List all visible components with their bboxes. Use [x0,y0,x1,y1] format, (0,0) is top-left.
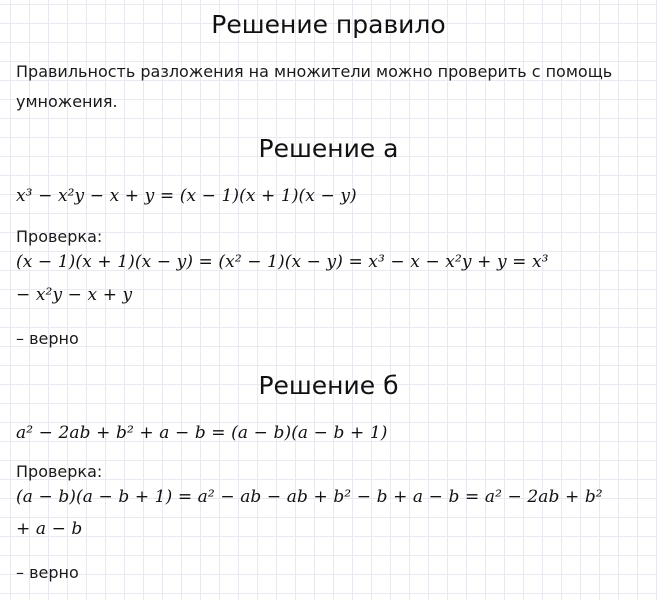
part-a-check-line-1: (x − 1)(x + 1)(x − y) = (x² − 1)(x − y) = x³ − x − x²y + y = x³ [16,252,549,272]
part-a-verdict: – верно [16,329,79,348]
part-b-formula: a² − 2ab + b² + a − b = (a − b)(a − b + 1) [16,423,388,443]
part-b-check-line-1: (a − b)(a − b + 1) = a² − ab − ab + b² − b + a − b = a² − 2ab + b² [16,487,603,507]
part-a-check-label: Проверка: [16,227,103,246]
part-a-check-line-2: − x²y − x + y [16,285,133,305]
rule-text-line-1: Правильность разложения на множители можно проверить с помощь [16,62,613,81]
part-b-title: Решение б [258,371,399,400]
part-b-check-line-2: + a − b [16,519,83,539]
part-a-formula: x³ − x²y − x + y = (x − 1)(x + 1)(x − y) [16,186,357,206]
rule-title: Решение правило [211,10,446,39]
rule-text-line-2: умножения. [16,92,118,111]
part-a-title: Решение а [258,134,399,163]
part-b-verdict: – верно [16,563,79,582]
part-b-check-label: Проверка: [16,462,103,481]
